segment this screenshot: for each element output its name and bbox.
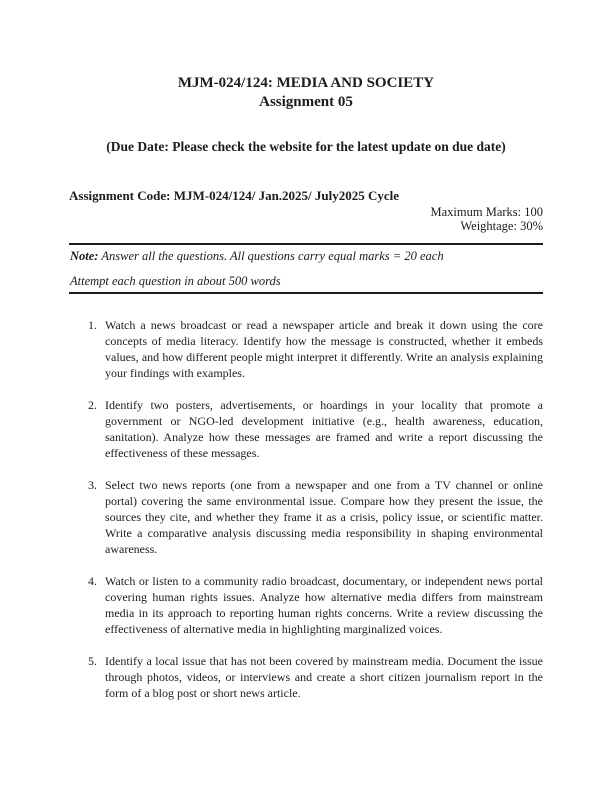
question-list bbox=[69, 317, 543, 701]
question-number: 5. bbox=[88, 654, 97, 668]
due-date-line: (Due Date: Please check the website for the latest update on due date) bbox=[106, 139, 506, 154]
question-text: Identify two posters, advertisements, or hoardings in your locality that promote a government or NGO-led development initiative (e.g., health awareness, education, sanitation). Analyze how these messages are framed and write a report discussing the effectiveness of these messages. bbox=[105, 398, 543, 460]
question-item-2 bbox=[69, 397, 543, 461]
note-box bbox=[69, 243, 543, 294]
weightage: Weightage: 30% bbox=[460, 219, 543, 233]
question-number: 3. bbox=[88, 478, 97, 492]
note-line bbox=[70, 249, 543, 264]
question-text: Watch or listen to a community radio broadcast, documentary, or independent news portal covering human rights issues. Analyze how alternative media differs from mainstream media in its approach to reporting human rights concerns. Write a review discussing the effectiveness of alternative media in highlighting marginalized voices. bbox=[105, 574, 543, 636]
question-item-1 bbox=[69, 317, 543, 381]
question-number: 1. bbox=[88, 318, 97, 332]
question-item-4 bbox=[69, 573, 543, 637]
question-text: Watch a news broadcast or read a newspaper article and break it down using the core concepts of media literacy. Identify how the message is constructed, whether it embeds values, and how different people might interpret it differently. Write an analysis explaining your findings with examples. bbox=[105, 318, 543, 380]
question-text: Select two news reports (one from a newspaper and one from a TV channel or online portal) covering the same environmental issue. Compare how they present the issue, the sources they cite, and whether they frame it as a crisis, policy issue, or scientific matter. Write a comparative analysis discussing media responsibility in shaping environmental awareness. bbox=[105, 478, 543, 556]
page-title: MJM-024/124: MEDIA AND SOCIETY bbox=[177, 75, 435, 91]
assignment-code: Assignment Code: MJM-024/124/ Jan.2025/ July2025 Cycle bbox=[69, 188, 400, 203]
maximum-marks: Maximum Marks: 100 bbox=[430, 205, 543, 219]
note-label: Note: bbox=[70, 249, 99, 263]
question-item-3 bbox=[69, 477, 543, 557]
note-text: Answer all the questions. All questions carry equal marks = 20 each bbox=[101, 249, 444, 263]
assignment-number: Assignment 05 bbox=[259, 94, 353, 110]
question-text: Identify a local issue that has not been covered by mainstream media. Document the issue through photos, videos, or interviews and create a short citizen journalism report in the form of a blog post or short news article. bbox=[105, 654, 543, 700]
marks-block bbox=[69, 205, 543, 233]
question-item-5 bbox=[69, 653, 543, 701]
attempt-instruction: Attempt each question in about 500 words bbox=[70, 274, 281, 288]
question-number: 4. bbox=[88, 574, 97, 588]
question-number: 2. bbox=[88, 398, 97, 412]
